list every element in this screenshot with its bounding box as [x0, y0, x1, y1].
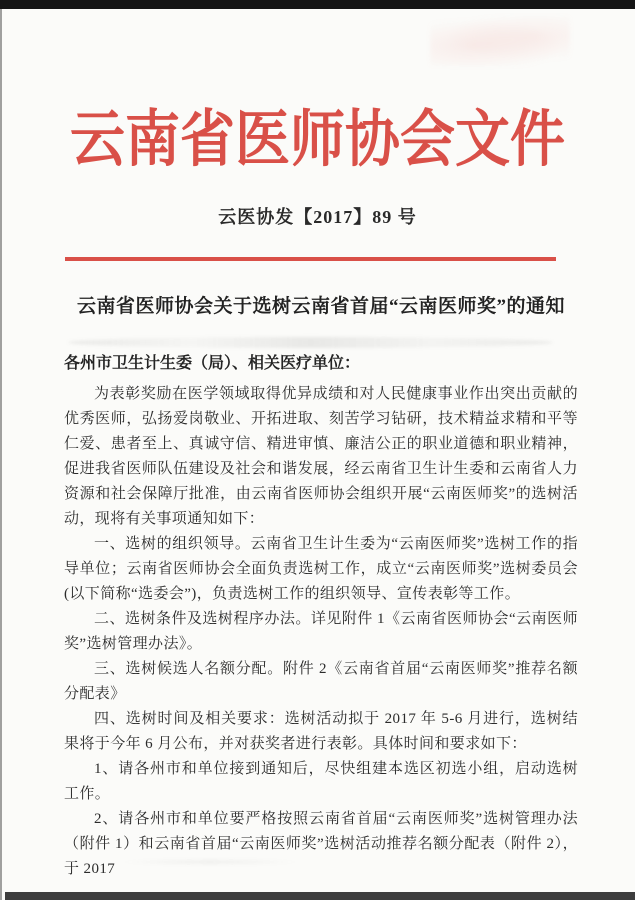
- letterhead-title: 云南省医师协会文件: [69, 105, 565, 174]
- body-paragraph-sub-1: 1、请各州市和单位接到通知后，尽快组建本选区初选小组，启动选树工作。: [64, 761, 578, 802]
- body-paragraph-item-2: 二、选树条件及选树程序办法。详见附件 1《云南省医师协会“云南医师奖”选树管理办法》。: [64, 611, 578, 652]
- document-number: 云医协发【2017】89 号: [218, 207, 417, 227]
- scan-top-edge: [0, 0, 635, 9]
- body-paragraph-intro: 为表彰奖励在医学领域取得优异成绩和对人民健康事业作出突出贡献的优秀医师，弘扬爱岗敬业、开拓进取、刻苦学习钻研，技术精益求精和平等仁爱、患者至上、真诚守信、精进审慎、廉洁公正的职业道德和职业精神，促进我省医师队伍建设及社会和谐发展，经云南省卫生计生委和云南省人力资源和社会保障厅批准，由云南省医师协会组织开展“云南医师奖”的选树活动，现将有关事项通知如下：: [64, 386, 578, 527]
- body-paragraph-sub-2: 2、请各州市和单位要严格按照云南省首届“云南医师奖”选树管理办法（附件 1）和云南省首届“云南医师奖”选树活动推荐名额分配表（附件 2），于 2017: [64, 811, 578, 877]
- red-divider-line: [65, 257, 556, 261]
- scan-bottom-edge: [5, 892, 635, 900]
- body-paragraph-item-1: 一、选树的组织领导。云南省卫生计生委为“云南医师奖”选树工作的指导单位；云南省医师协会全面负责选树工作，成立“云南医师奖”选树委员会(以下简称“选委会”)，负责选树工作的组织领导、宣传表彰等工作。: [64, 536, 578, 602]
- scan-red-smudge-artifact: [430, 16, 570, 66]
- body-paragraph-item-4: 四、选树时间及相关要求：选树活动拟于 2017 年 5-6 月进行，选树结果将于今年 6 月公布，并对获奖者进行表彰。具体时间和要求如下：: [64, 711, 578, 752]
- document-body: [64, 294, 578, 882]
- notice-title: 云南省医师协会关于选树云南省首届“云南医师奖”的通知: [76, 296, 565, 317]
- salutation: 各州市卫生计生委（局）、相关医疗单位：: [64, 355, 361, 372]
- body-paragraph-item-3: 三、选树候选人名额分配。附件 2《云南省首届“云南医师奖”推荐名额分配表》: [64, 661, 578, 702]
